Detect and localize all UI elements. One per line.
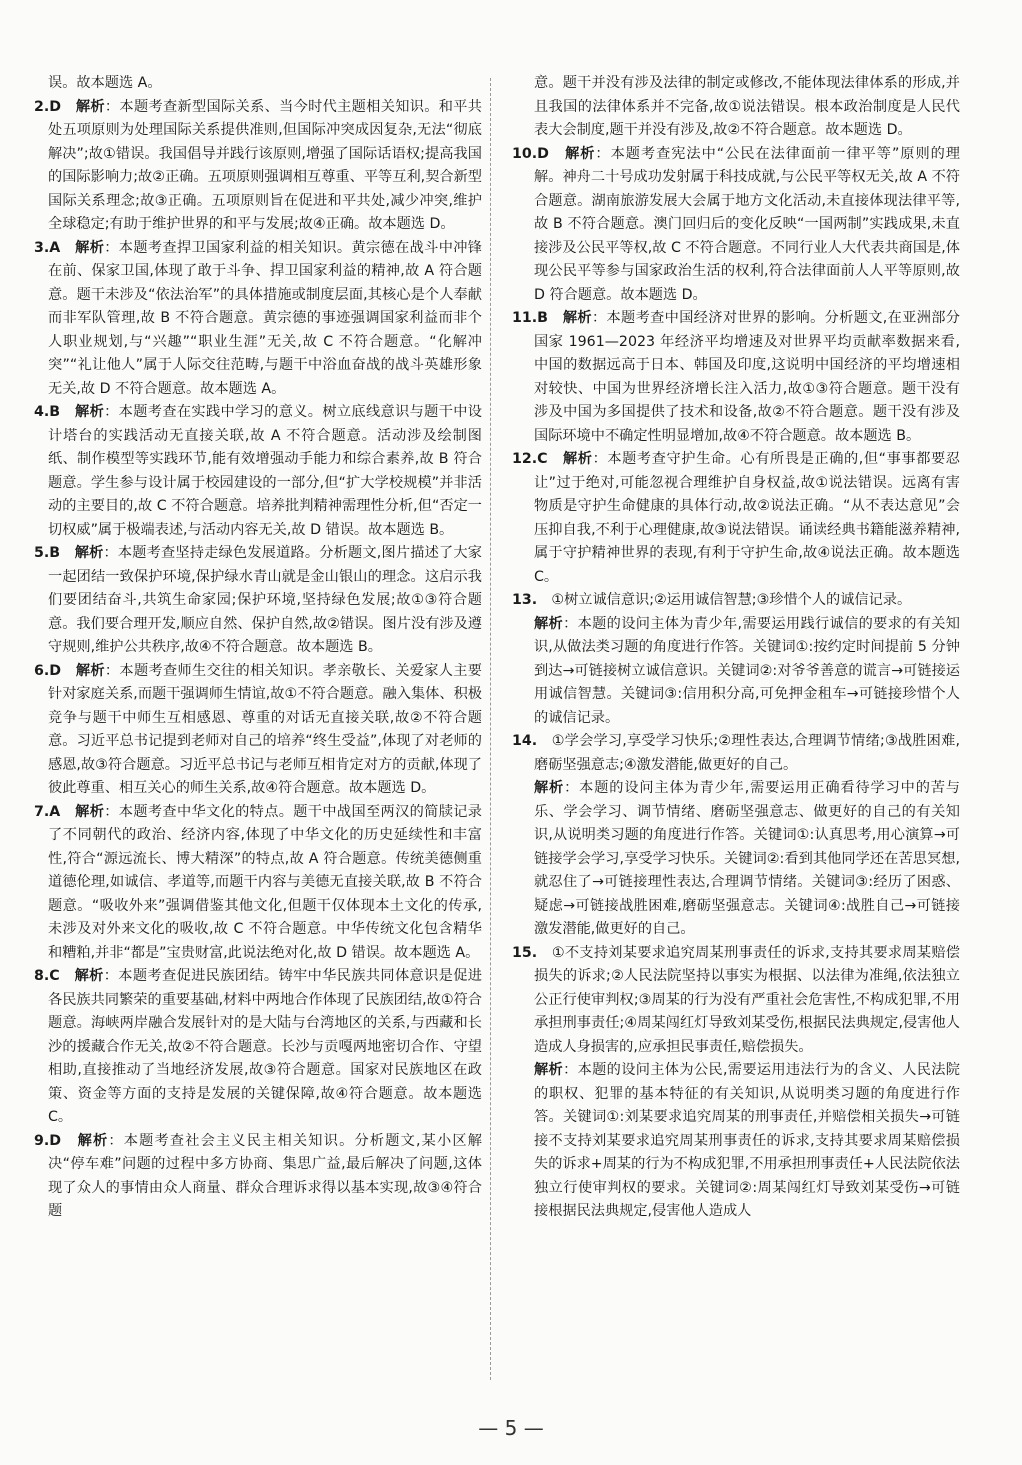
analysis-text: ：本题考查中国经济对世界的影响。分析题文,在亚洲部分国家 1961—2023 年经济平均增速及对世界平均贡献率数据来看,中国的数据远高于日本、韩国及印度,这说明中国经济的平均增速相对较快、中国为世界经济增长注入活力,故①③符合题意。题干没有涉及中国为多国提供了技术和设备,故②不符合题意。题干没有涉及国际环境中不确定性明显增加,故④不符合题意。故本题选 B。: [534, 310, 960, 444]
answer-11: [512, 307, 960, 448]
answer-15: [512, 942, 960, 1060]
column-divider: [490, 78, 491, 1380]
analysis-text: ：本题考查捍卫国家利益的相关知识。黄宗德在战斗中冲锋在前、保家卫国,体现了敢于斗争、捍卫国家利益的精神,故 A 符合题意。题干未涉及“依法治军”的具体措施或制度层面,其核心是个人奉献而非军队管理,故 B 不符合题意。黄宗德的事迹强调国家利益而非个人职业规划,与“兴趣”“职业生涯”无关,故 C 不符合题意。“化解冲突”“礼让他人”属于人际交往范畴,与题干中浴血奋战的战斗英雄形象无关,故 D 不符合题意。故本题选 A。: [48, 239, 482, 397]
page-number: — 5 —: [478, 1416, 544, 1440]
question-number: 3.: [34, 239, 50, 256]
question-number: 12.: [512, 451, 538, 467]
analysis-label: 解析: [75, 239, 105, 256]
analysis-label: 解析: [565, 145, 596, 162]
answer-10: [512, 143, 960, 308]
analysis-text: ：本题考查在实践中学习的意义。树立底线意识与题干中设计塔台的实践活动无直接关联,故 A 不符合题意。活动涉及绘制图纸、制作模型等实践环节,能有效增强动手能力和综合素养,故 B 符合题意。学生参与设计属于校园建设的一部分,但“扩大学校规模”并非活动的主要目的,故 C 不符合题意。培养批判精神需理性分析,但“否定一切权威”属于极端表述,与活动内容无关,故 D 错误。故本题选 B。: [48, 404, 482, 538]
answer-text: ①不支持刘某要求追究周某刑事责任的诉求,支持其要求周某赔偿损失的诉求;②人民法院坚持以事实为根据、以法律为准绳,依法独立公正行使审判权;③周某的行为没有严重社会危害性,不构成犯罪,不用承担刑事责任;④周某闯红灯导致刘某受伤,根据民法典规定,侵害他人造成人身损害的,应承担民事责任,赔偿损失。: [534, 944, 960, 1055]
answer-choice: B: [49, 404, 61, 420]
analysis-label: 解析: [75, 662, 105, 679]
question-number: 4.: [34, 404, 50, 420]
answer-12: [512, 448, 960, 589]
answer-text: ①树立诚信意识;②运用诚信智慧;③珍惜个人的诚信记录。: [551, 592, 912, 608]
analysis-text: ：本题考查守护生命。心有所畏是正确的,但“事事都要忍让”过于绝对,可能忽视合理维护自身权益,故①说法错误。远离有害物质是守护生命健康的具体行动,故②说法正确。“从不表达意见”会压抑自我,不利于心理健康,故③说法错误。诵读经典书籍能滋养精神,属于守护精神世界的表现,有利于守护生命,故④说法正确。故本题选 C。: [534, 451, 960, 585]
analysis-label: 解析: [534, 780, 565, 796]
question-number: 2.: [34, 98, 50, 115]
analysis-label: 解析: [74, 968, 104, 984]
question-number: 9.: [34, 1132, 50, 1149]
analysis-label: 解析: [75, 803, 105, 820]
analysis-13: [534, 613, 960, 731]
answer-choice: D: [537, 145, 549, 162]
analysis-label: 解析: [562, 310, 592, 326]
answer-3: [34, 237, 482, 402]
question-number: 11.: [512, 310, 538, 326]
analysis-label: 解析: [75, 404, 105, 420]
continuation-text: 意。题干并没有涉及法律的制定或修改,不能体现法律体系的形成,并且我国的法律体系并不完备,故①说法错误。根本政治制度是人民代表大会制度,题干并没有涉及,故②不符合题意。故本题选 D。: [534, 75, 960, 138]
analysis-text: ：本题的设问主体为公民,需要运用违法行为的含义、人民法院的职权、犯罪的基本特征的有关知识,从说明类习题的角度进行作答。关键词①:刘某要求追究周某的刑事责任,并赔偿相关损失→可链接不支持刘某要求追究周某刑事责任的诉求,支持其要求周某赔偿损失的诉求+周某的行为不构成犯罪,不用承担刑事责任+人民法院依法独立行使审判权的要求。关键词②:周某闯红灯导致刘某受伤→可链接根据民法典规定,侵害他人造成人: [534, 1062, 960, 1219]
answer-choice: D: [49, 1132, 62, 1149]
question-number: 5.: [34, 545, 50, 561]
question-number: 8.: [34, 968, 50, 984]
answer-choice: A: [49, 803, 61, 820]
question-number: 13.: [512, 592, 538, 608]
analysis-text: ：本题考查社会主义民主相关知识。分析题文,某小区解决“停车难”问题的过程中多方协商、集思广益,最后解决了问题,这体现了众人的事情由众人商量、群众合理诉求得以基本实现,故③④符合题: [48, 1132, 482, 1219]
answer-choice: D: [49, 98, 62, 115]
answer-7: [34, 801, 482, 966]
analysis-14: [534, 777, 960, 942]
analysis-label: 解析: [75, 98, 105, 115]
answer-choice: D: [49, 662, 62, 679]
answer-choice: B: [49, 545, 61, 561]
continuation-text: 误。故本题选 A。: [48, 75, 162, 91]
analysis-text: ：本题考查新型国际关系、当今时代主题相关知识。和平共处五项原则为处理国际关系提供准则,但国际冲突成因复杂,无法“彻底解决”;故①错误。我国倡导并践行该原则,增强了国际话语权;提高我国的国际影响力;故②正确。五项原则强调相互尊重、平等互利,契合新型国际关系理念;故③正确。五项原则旨在促进和平共处,减少冲突,维护全球稳定;有助于维护世界的和平与发展;故④正确。故本题选 D。: [48, 98, 482, 232]
analysis-label: 解析: [534, 1062, 564, 1078]
answer-4: [34, 401, 482, 542]
answer-2: [34, 96, 482, 237]
question-number: 14.: [512, 733, 538, 749]
answer-9: [34, 1130, 482, 1224]
answer-choice: C: [537, 451, 548, 467]
question-number: 15.: [512, 944, 538, 961]
answer-5: [34, 542, 482, 660]
analysis-text: ：本题考查宪法中“公民在法律面前一律平等”原则的理解。神舟二十号成功发射属于科技成就,与公民平等权无关,故 A 不符合题意。湖南旅游发展大会属于地方文化活动,未直接体现法律平等,故 B 不符合题意。澳门回归后的变化反映“一国两制”实践成果,未直接涉及公民平等权,故 C 不符合题意。不同行业人大代表共商国是,体现公民平等参与国家政治生活的权利,符合法律面前人人平等原则,故 D 符合题意。故本题选 D。: [534, 145, 960, 303]
question-number: 7.: [34, 803, 50, 820]
question-number: 10.: [512, 145, 538, 162]
answer-14: [512, 730, 960, 777]
answer-13: [512, 589, 960, 613]
analysis-label: 解析: [77, 1132, 109, 1149]
question-number: 6.: [34, 662, 50, 679]
answer-6: [34, 660, 482, 801]
answer-text: ①学会学习,享受学习快乐;②理性表达,合理调节情绪;③战胜困难,磨砺坚强意志;④激发潜能,做更好的自己。: [534, 733, 960, 773]
analysis-15: [534, 1059, 960, 1224]
analysis-text: ：本题的设问主体为青少年,需要运用践行诚信的要求的有关知识,从做法类习题的角度进行作答。关键词①:按约定时间提前 5 分钟到达→可链接树立诚信意识。关键词②:对爷爷善意的谎言→可链接运用诚信智慧。关键词③:信用积分高,可免押金租车→可链接珍惜个人的诚信记录。: [534, 615, 960, 726]
analysis-text: ：本题的设问主体为青少年,需要运用正确看待学习中的苦与乐、学会学习、调节情绪、磨砺坚强意志、做更好的自己的有关知识,从说明类习题的角度进行作答。关键词①:认真思考,用心演算→可链接学会学习,享受学习快乐。关键词②:看到其他同学还在苦思冥想,就忍住了→可链接理性表达,合理调节情绪。关键词③:经历了困惑、疑虑→可链接战胜困难,磨砺坚强意志。关键词④:战胜自己→可链接激发潜能,做更好的自己。: [534, 780, 960, 937]
analysis-label: 解析: [74, 545, 104, 561]
right-column: [512, 72, 960, 1224]
answer-choice: B: [537, 310, 548, 326]
analysis-label: 解析: [534, 615, 564, 632]
analysis-text: ：本题考查中华文化的特点。题干中战国至两汉的简牍记录了不同朝代的政治、经济内容,体现了中华文化的历史延续性和丰富性,符合“源远流长、博大精深”的特点,故 A 符合题意。传统美德侧重道德伦理,如诚信、孝道等,而题干内容与美德无直接关联,故 B 不符合题意。“吸收外来”强调借鉴其他文化,但题干仅体现本土文化的传承,未涉及对外来文化的吸收,故 C 不符合题意。中华传统文化包含精华和糟粕,并非“都是”宝贵财富,此说法绝对化,故 D 错误。故本题选 A。: [48, 803, 482, 961]
analysis-text: ：本题考查坚持走绿色发展道路。分析题文,图片描述了大家一起团结一致保护环境,保护绿水青山就是金山银山的理念。这启示我们要团结奋斗,共筑生命家园;保护环境,坚持绿色发展;故①③符合题意。我们要合理开发,顺应自然、保护自然,故②错误。图片没有涉及遵守规则,维护公共秩序,故④不符合题意。故本题选 B。: [48, 545, 482, 655]
answer-8: [34, 965, 482, 1130]
analysis-label: 解析: [562, 451, 593, 467]
left-column: [34, 72, 482, 1224]
analysis-text: ：本题考查师生交往的相关知识。孝亲敬长、关爱家人主要针对家庭关系,而题干强调师生情谊,故①不符合题意。融入集体、积极竞争与题干中师生互相感恩、尊重的对话无直接关联,故②不符合题意。习近平总书记提到老师对自己的培养“终生受益”,体现了对老师的感恩,故③符合题意。习近平总书记与老师互相肯定对方的贡献,体现了彼此尊重、相互关心的师生关系,故④符合题意。故本题选 D。: [48, 662, 482, 796]
answer-choice: C: [49, 968, 60, 984]
answer-choice: A: [49, 239, 61, 256]
analysis-text: ：本题考查促进民族团结。铸牢中华民族共同体意识是促进各民族共同繁荣的重要基础,材料中两地合作体现了民族团结,故①符合题意。海峡两岸融合发展针对的是大陆与台湾地区的关系,与西藏和长沙的援藏合作无关,故②不符合题意。长沙与贡嘎两地密切合作、守望相助,直接推动了当地经济发展,故③符合题意。国家对民族地区在政策、资金等方面的支持是发展的关键保障,故④符合题意。故本题选 C。: [48, 968, 482, 1125]
